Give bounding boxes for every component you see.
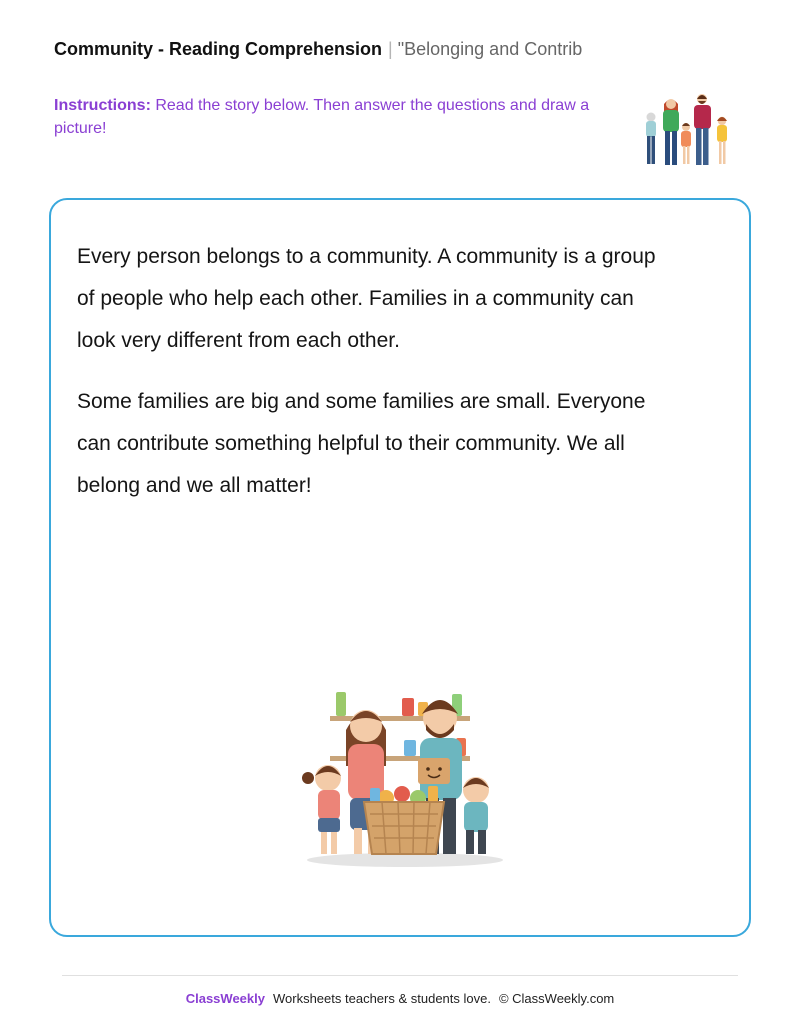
instructions — [54, 94, 614, 140]
footer — [0, 991, 800, 1007]
mother-figure — [663, 99, 679, 165]
child-figure — [681, 123, 691, 164]
donation-box — [418, 758, 450, 784]
boy-figure — [463, 777, 489, 854]
footer-brand: ClassWeekly — [185, 991, 265, 1006]
story-paragraph: Every person belongs to a community. A community is a group of people who help each other. Families in a community can look very different from each other. — [77, 245, 656, 352]
story-paragraph: Some families are big and some families are small. Everyone can contribute something helpful to their community. We all belong and we all matter! — [77, 390, 646, 497]
girl-figure — [302, 765, 341, 854]
instructions-label: Instructions: — [54, 97, 151, 114]
grocery-basket — [364, 786, 444, 854]
footer-copyright: © ClassWeekly.com — [498, 991, 615, 1006]
worksheet-title: Community - Reading Comprehension — [54, 39, 383, 59]
story-text — [77, 236, 677, 526]
footer-tagline: Worksheets teachers & students love. — [272, 991, 491, 1006]
father-figure — [694, 94, 711, 165]
instructions-text: Read the story below. Then answer the questions and draw a picture! — [54, 97, 590, 137]
child-figure — [717, 117, 727, 164]
worksheet-header — [54, 37, 606, 61]
grandparent-figure — [646, 113, 656, 165]
footer-divider — [62, 975, 738, 976]
worksheet-subtitle: "Belonging and Contrib — [397, 39, 583, 59]
family-food-donation-illustration — [290, 680, 520, 875]
header-separator: | — [388, 39, 393, 59]
family-group-illustration — [638, 90, 738, 170]
